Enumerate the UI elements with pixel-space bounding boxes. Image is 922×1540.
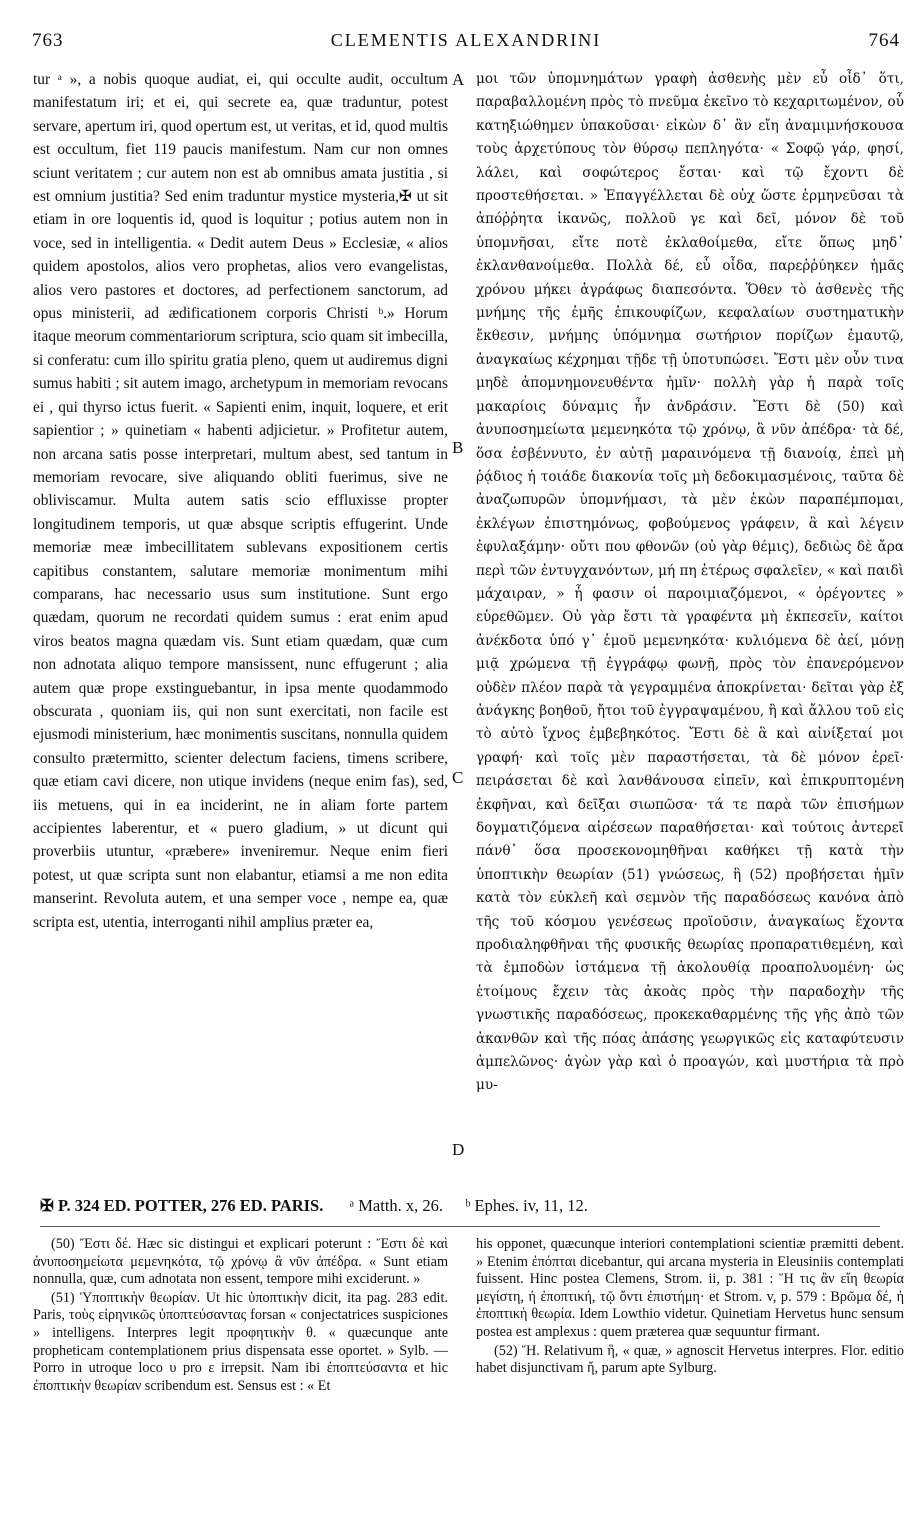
edition-reference: ✠ P. 324 ED. POTTER, 276 ED. PARIS. — [40, 1196, 324, 1215]
running-title: CLEMENTIS ALEXANDRINI — [330, 30, 602, 50]
section-letter-d: D — [452, 1140, 465, 1159]
latin-column — [33, 68, 448, 1190]
latin-text: tur ᵃ », a nobis quoque audiat, ei, qui occulte audit, occultum manifestatum iri; et ei, qui secrete ea, quæ traduntur, potest servare, apertum iri, quod opertum est, ut veritas, et id, quod multis est occultum, fiet 119 paucis manifestum. Nam cur non omnes sciunt veritatem ; cur autem non est ab omnibus amata justitia , si est omnium justitia? Sed enim traduntur mystice mysteria,✠ ut sit etiam in ore loquentis id, quod is loquitur ; potius autem non in voce, sed in intelligentia. « Dedit autem Deus » Ecclesiæ, « alios quidem apostolos, alios vero prophetas, alios vero evangelistas, alios vero pastores et doctores, ad perfectionem sanctorum, ad opus ministerii, ad ædificationem corporis Christi ᵇ.» Horum itaque meorum commentariorum scriptura, scio quam sit imbecilla, si conferatu: cum illo spiritu gratia pleno, quem ut audiremus digni sumus habiti ; sit autem imago, archetypum in memoriam revocans ei , qui thyrso ictus fuerit. « Sapienti enim, inquit, loquere, et erit sapientior ; » quinetiam « habenti adjicietur. » Profitetur autem, non arcana satis posse interpretari, multum abest, sed tantum in memoriam revocare, sive aliquando obliti fuerimus, sive ne obliviscamur. Multa autem satis scio effluxisse propter longitudinem temporis, ut quæ absque scriptis effugerint. Unde memoriæ meæ imbecillitatem sublevans expositionem certis capitibus constantem, salutare memoriæ monimentum mihi comparans, hac necessario usus sum institutione. Sunt ergo quædam, quorum ne recordati quidem sumus : erat enim apud viros beatos magna quædam vis. Sunt etiam quædam, quæ cum non adnotata aliquo tempore mansissent, nunc effugerunt ; alia autem quæ prope exstinguebantur, in ipsa mente quodammodo obscurata , quoniam iis, qui non sunt exercitati, non facile est ejusmodi ministerium, hæc monimentis suscitans, nonnulla quidem consulto prætermitto, scienter delectum faciens, timens scribere, quæ etiam cavi dicere, non utique invidens (neque enim fas), sed, iis metuens, qui in ea inciderint, ne in aliam forte partem accipientes laberentur, et « puero gladium, » ut dicunt qui proverbiis utuntur, «præbere» inveniremur. Neque enim fieri potest, ut quæ scripta sunt non elabantur, etiamsi a me non edita manserint. Revoluta autem, et una semper voce , nempe ea, quæ scripta est, utentia, interroganti nihil amplius præter ea, — [33, 71, 448, 931]
footnote-ref-a: ᵃ Matth. x, 26. — [349, 1196, 444, 1215]
note-52: (52) Ἥ. Relativum ἣ, « quæ, » agnoscit Hervetus interpres. Flor. editio habet disjunctivam ἤ, parum apte Sylburg. — [476, 1342, 904, 1377]
notes-divider — [40, 1226, 880, 1227]
greek-text: μοι τῶν ὑπομνημάτων γραφὴ ἀσθενὴς μὲν εὖ οἶδ᾽ ὅτι, παραβαλλομένη πρὸς τὸ πνεῦμα ἐκεῖνο τὸ κεχαριτωμένον, οὗ κατηξιώθημεν ὑπακοῦσαι· εἰκὼν δ᾽ ἂν εἴη ἀναμιμνήσκουσα τοὺς ἀρχετύπους τὸν θύρσῳ πεπληγότα· « Σοφῷ γάρ, φησί, λάλει, καὶ σοφώτερος ἔσται· καὶ τῷ ἔχοντι δὲ προστεθήσεται. » Ἐπαγγέλλεται δὲ οὐχ ὥστε ἑρμηνεῦσαι τὰ ἀπόῤῥητα ἱκανῶς, πολλοῦ γε καὶ δεῖ, μόνον δὲ τοῦ ὑπομνῆσαι, εἴτε ποτὲ ἐκλαθοίμεθα, εἴτε ὅπως μηδ᾽ ἐκλανθανοίμεθα. Πολλὰ δέ, εὖ οἶδα, παρεῤῥύηκεν ἡμᾶς χρόνου μήκει ἀγράφως διαπεσόντα. Ὅθεν τὸ ἀσθενὲς τῆς μνήμης τῆς ἐμῆς ἐπικουφίζων, κεφαλαίων συστηματικὴν ἔκθεσιν, μνήμης ὑπόμνημα σωτήριον πορίζων ἐμαυτῷ, ἀναγκαίως κέχρημαι τῇδε τῇ ὑποτυπώσει. Ἔστι μὲν οὖν τινα μηδὲ ἀπομνημονευθέντα ἡμῖν· πολλὴ γὰρ ἡ παρὰ τοῖς μακαρίοις δύναμις ἦν ἀνδράσιν. Ἔστι δὲ (50) καὶ ἀνυποσημείωτα μεμενηκότα τῷ χρόνῳ, ἃ νῦν ἀπέδρα· τὰ δέ, ὅσα ἐσβέννυτο, ἐν αὐτῇ μαραινόμενα τῇ διανοίᾳ, ἐπεὶ μὴ ῥᾴδιος ἡ τοιάδε διακονία τοῖς μὴ δεδοκιμασμένοις, ταῦτα δὲ ἀναζωπυρῶν ὑπομνήμασι, τὰ μὲν ἑκὼν παραπέμπομαι, ἐκλέγων ἐπιστημόνως, φοβούμενος γράφειν, ἃ καὶ λέγειν ἐφυλαξάμην· οὔτι που φθονῶν (οὐ γὰρ θέμις), δεδιὼς δὲ ἄρα περὶ τῶν ἐντυγχανόντων, μή πη ἑτέρως σφαλεῖεν, « καὶ παιδὶ μάχαιραν, » ἧ φασιν οἱ παροιμιαζόμενοι, « ὀρέγοντες » εὑρεθῶμεν. Οὐ γὰρ ἔστι τὰ γραφέντα μὴ ἐκπεσεῖν, καίτοι ἀνέκδοτα ὑπό γ᾽ ἐμοῦ μεμενηκότα· κυλιόμενα δὲ ἀεί, μόνῃ μιᾷ χρώμενα τῇ ἐγγράφῳ φωνῇ, πρὸς τὸν ἐπανερόμενον οὐδὲν πλέον παρὰ τὰ γεγραμμένα ἀποκρίνεται· δεῖται γὰρ ἐξ ἀνάγκης βοηθοῦ, ἤτοι τοῦ ἐγγραψαμένου, ἢ καὶ ἄλλου τοῦ εἰς τὸ αὐτὸ ἴχνος ἐμβεβηκότος. Ἔστι δὲ ἃ καὶ αἰνίξεταί μοι γραφή· καὶ τοῖς μὲν παραστήσεται, τὰ δὲ μόνον ἐρεῖ· πειράσεται δὲ καὶ λανθάνουσα εἰπεῖν, καὶ ἐπικρυπτομένη ἐκφῆναι, καὶ δεῖξαι σιωπῶσα· τά τε παρὰ τῶν ἐπισήμων δογματιζόμενα αἱρέσεων παραθήσεται· καὶ τούτοις ἀντερεῖ πάνθ᾽ ὅσα προσεκονομηθῆναι καθήκει τῇ κατὰ τὴν ὑποπτικὴν θεωρίαν (51) γνώσεως, ἣ (52) προβήσεται ἡμῖν κατὰ τὸν εὐκλεῆ καὶ σεμνὸν τῆς παραδόσεως κανόνα ἀπὸ τῆς τοῦ κόσμου γενέσεως προϊοῦσιν, ἀναγκαίως ἔχοντα προδιαληφθῆναι τῆς φυσικῆς θεωρίας προπαρατιθεμένη, καὶ τὰ ἐμποδὼν ἱστάμενα τῇ ἀκολουθίᾳ προαπολυομένη· ὡς ἑτοίμους ἔχειν τὰς ἀκοὰς πρὸς τὴν παραδοχὴν τῆς γνωστικῆς παραδόσεως, προκεκαθαρμένης τῆς γῆς ἀπὸ τῶν ἀκανθῶν καὶ τῆς πόας ἁπάσης γεωργικῶς εἰς καταφύτευσιν ἀμπελῶνος· ἀγὼν γὰρ καὶ ὁ προαγών, καὶ μυστήρια τὰ πρὸ μυ- — [476, 71, 904, 1094]
note-51: (51) Ὑποπτικὴν θεωρίαν. Ut hic ὑποπτικὴν dicit, ita pag. 283 edit. Paris, τοὺς εἰρηνικῶς ὑποπτεύσαντας forsan « conjectatrices suspiciones » intelligens. Interpres legit προφητικὴν θ. « quæcunque ante propheticam contemplationem prius dispensata esse oportet. » Sylb. — Porro in utroque loco υ pro ε irrepsit. Nam ibi ἐποπτεύσαντα et hic ἐποπτικὴν θεωρίαν scribendum est. Sensus est : « Et — [33, 1289, 448, 1394]
footnote-ref-b: ᵇ Ephes. iv, 11, 12. — [465, 1196, 588, 1215]
section-letter-c: C — [452, 768, 464, 787]
greek-column — [476, 68, 904, 1190]
note-50: (50) Ἔστι δέ. Hæc sic distingui et explicari poterunt : Ἔστι δὲ καὶ ἀνυποσημείωτα μεμενηκότα, τῷ χρόνῳ ἃ νῦν ἀπέδρα. « Sunt etiam nonnulla, quæ, cum adnotata non essent, tempore mihi exciderunt. » — [33, 1236, 448, 1288]
section-letter-a: A — [452, 70, 465, 89]
page-header — [32, 30, 900, 58]
notes-left-column — [33, 1236, 448, 1528]
section-letter-b: B — [452, 438, 464, 457]
page-number-right: 764 — [868, 30, 900, 51]
page-number-left: 763 — [32, 30, 64, 51]
reference-line — [40, 1196, 902, 1222]
note-51-continued: his opponet, quæcunque interiori contemplationi scientiæ præmitti debent. » Etenim ἐπόπται dicebantur, qui arcana mysteria in Eleusiniis contemplati fuissent. Hinc postea Clemens, Strom. ii, p. 381 : Ἥ τις ἂν εἴη θεωρία μεγίστη, ἡ ἐποπτική, τῷ ὄντι ἐπιστήμη· et Strom. v, p. 579 : Βρῶμα δέ, ἡ ἐποπτικὴ θεωρία. Idem Lowthio videtur. Quinetiam Hervetus hunc sensum postea est amplexus : quem præterea quæ sequuntur firmant. — [476, 1236, 904, 1340]
notes-right-column — [476, 1236, 904, 1528]
